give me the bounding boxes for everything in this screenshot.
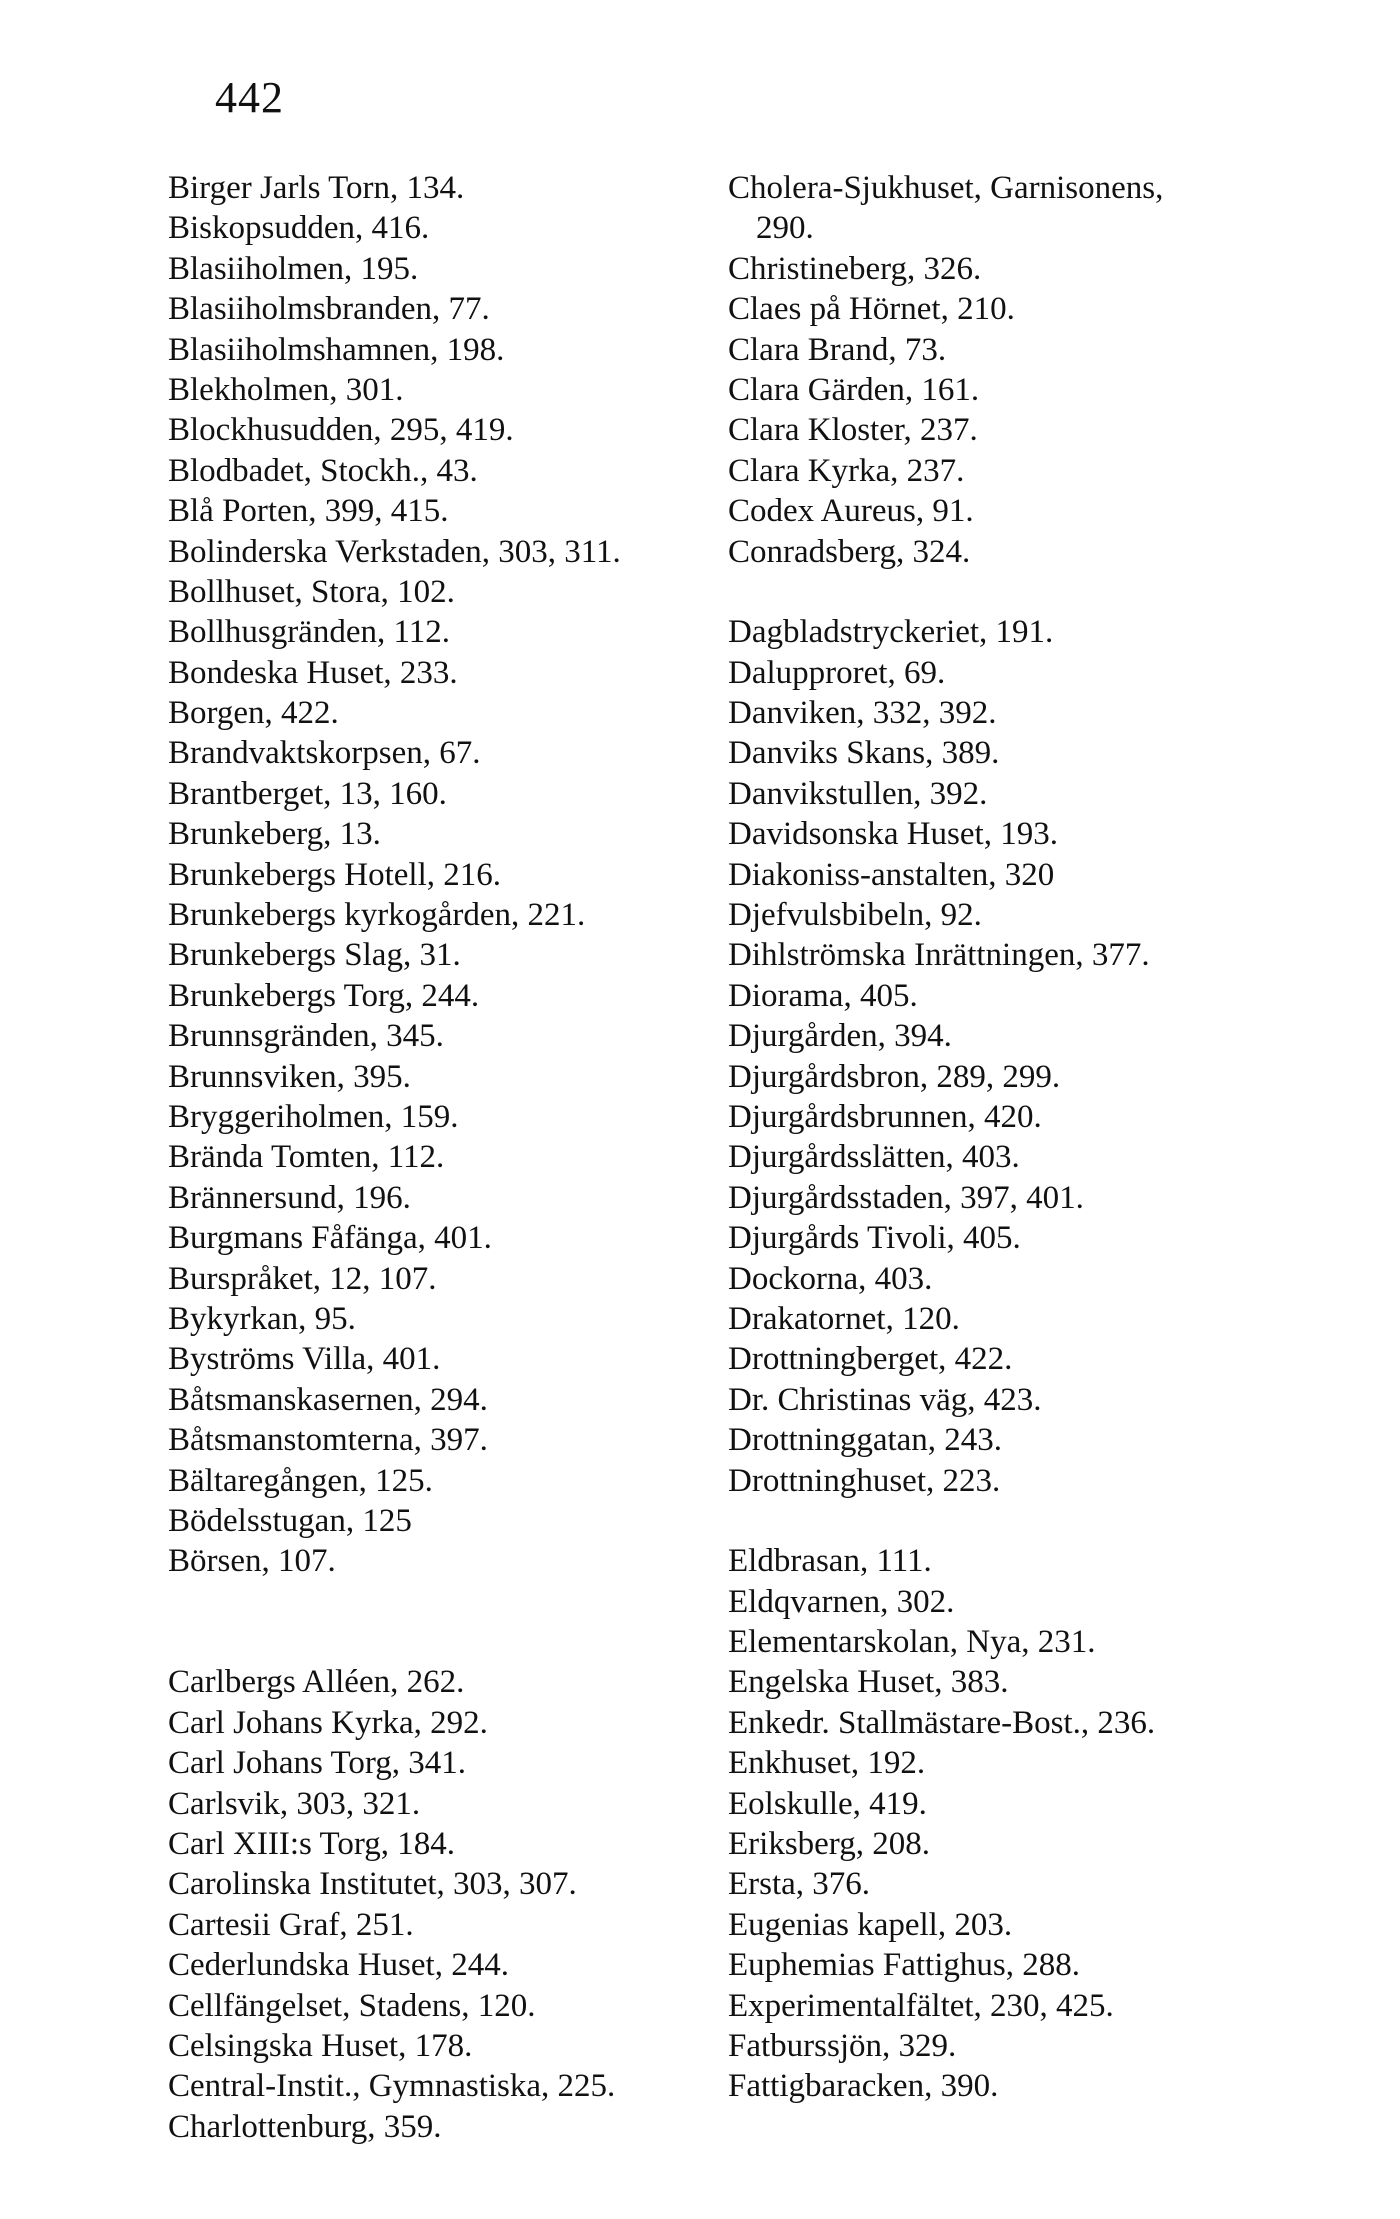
index-entry: Dalupproret, 69. [728,654,946,691]
index-entry: Bykyrkan, 95. [168,1300,356,1337]
index-entry: Brunkebergs kyrkogården, 221. [168,897,586,934]
index-entry: Diakoniss-anstalten, 320 [728,856,1055,893]
index-entry: Burspråket, 12, 107. [168,1260,437,1297]
section-gap [728,1501,1328,1541]
index-entry: Drottninghuset, 223. [728,1462,1001,1499]
index-entry: Carolinska Institutet, 303, 307. [168,1866,577,1903]
index-entry: Burgmans Fåfänga, 401. [168,1220,492,1257]
index-entry: Eldqvarnen, 302. [728,1583,955,1620]
index-entry: Eugenias kapell, 203. [728,1906,1013,1943]
index-entry: Ersta, 376. [728,1866,871,1903]
section-gap [168,1622,728,1662]
index-entry: Eldbrasan, 111. [728,1543,932,1580]
index-column-left [168,168,728,2147]
index-entry: Dr. Christinas väg, 423. [728,1381,1042,1418]
index-entry: Cartesii Graf, 251. [168,1906,414,1943]
index-entry: Clara Kloster, 237. [728,412,978,449]
index-entry: Blasiiholmen, 195. [168,250,419,287]
index-entry: Borgen, 422. [168,695,339,732]
index-entry: Brunnsgränden, 345. [168,1018,444,1055]
index-entry: Cederlundska Huset, 244. [168,1947,509,1984]
index-entry: Carlbergs Alléen, 262. [168,1664,465,1701]
index-entry: Brunkeberg, 13. [168,816,381,853]
index-entry: Fatburssjön, 329. [728,2027,957,2064]
section-gap [728,572,1328,612]
index-entry: Blockhusudden, 295, 419. [168,412,514,449]
index-entry: Charlottenburg, 359. [168,2108,442,2145]
index-entry: Blasiiholmsbranden, 77. [168,291,490,328]
index-entry: Clara Kyrka, 237. [728,452,965,489]
index-entry: Danviken, 332, 392. [728,695,997,732]
index-entry: Blå Porten, 399, 415. [168,493,449,530]
index-entry: Carl XIII:s Torg, 184. [168,1826,456,1863]
index-entry: Brunnsviken, 395. [168,1058,411,1095]
index-entry: Codex Aureus, 91. [728,493,974,530]
index-entry: Brunkebergs Hotell, 216. [168,856,502,893]
index-entry: Bödelsstugan, 125 [168,1502,412,1539]
index-entry: Djurgården, 394. [728,1018,952,1055]
index-column-right [728,168,1328,2107]
index-entry: Blodbadet, Stockh., 43. [168,452,478,489]
index-entry: Danviks Skans, 389. [728,735,1000,772]
index-entry: 290. [756,210,814,247]
index-entry: Bondeska Huset, 233. [168,654,458,691]
index-entry: Brända Tomten, 112. [168,1139,445,1176]
index-entry: Brandvaktskorpsen, 67. [168,735,481,772]
index-entry: Enkedr. Stallmästare-Bost., 236. [728,1704,1156,1741]
index-entry: Djurgårds Tivoli, 405. [728,1220,1021,1257]
index-entry: Celsingska Huset, 178. [168,2027,473,2064]
index-entry: Drottningberget, 422. [728,1341,1013,1378]
page-number: 442 [215,73,284,122]
index-entry: Central-Instit., Gymnastiska, 225. [168,2068,616,2105]
index-entry: Drakatornet, 120. [728,1300,960,1337]
index-entry: Engelska Huset, 383. [728,1664,1009,1701]
index-entry: Bollhuset, Stora, 102. [168,573,455,610]
index-entry: Cellfängelset, Stadens, 120. [168,1987,536,2024]
index-entry: Eriksberg, 208. [728,1826,930,1863]
index-entry: Fattigbaracken, 390. [728,2068,999,2105]
index-entry: Djurgårdsslätten, 403. [728,1139,1020,1176]
index-entry: Brantberget, 13, 160. [168,775,447,812]
index-entry: Båtsmanstomterna, 397. [168,1422,488,1459]
index-entry: Brunkebergs Slag, 31. [168,937,461,974]
index-entry: Djefvulsbibeln, 92. [728,897,982,934]
index-entry: Drottninggatan, 243. [728,1422,1003,1459]
index-entry: Carlsvik, 303, 321. [168,1785,421,1822]
index-entry: Dockorna, 403. [728,1260,933,1297]
index-entry: Börsen, 107. [168,1543,336,1580]
section-gap [168,1582,728,1622]
index-entry: Cholera-Sjukhuset, Garnisonens, [728,170,1164,206]
index-entry: Eolskulle, 419. [728,1785,927,1822]
index-entry: Danvikstullen, 392. [728,775,988,812]
index-entry: Clara Gärden, 161. [728,371,980,408]
index-entry: Djurgårdsbron, 289, 299. [728,1058,1061,1095]
index-entry: Elementarskolan, Nya, 231. [728,1624,1096,1661]
index-entry: Conradsberg, 324. [728,533,971,570]
index-entry: Dagbladstryckeriet, 191. [728,614,1054,651]
index-entry: Christineberg, 326. [728,250,982,287]
index-entry: Bryggeriholmen, 159. [168,1098,459,1135]
index-entry: Claes på Hörnet, 210. [728,291,1015,328]
index-entry: Djurgårdsstaden, 397, 401. [728,1179,1084,1216]
index-entry: Båtsmanskasernen, 294. [168,1381,488,1418]
index-entry: Carl Johans Kyrka, 292. [168,1704,488,1741]
index-entry: Diorama, 405. [728,977,918,1014]
index-entry: Djurgårdsbrunnen, 420. [728,1098,1042,1135]
index-entry: Experimentalfältet, 230, 425. [728,1987,1114,2024]
index-entry: Enkhuset, 192. [728,1745,926,1782]
index-entry: Brännersund, 196. [168,1179,411,1216]
index-entry: Byströms Villa, 401. [168,1341,441,1378]
index-entry: Bältaregången, 125. [168,1462,433,1499]
index-entry: Biskopsudden, 416. [168,210,430,247]
index-entry: Dihlströmska Inrättningen, 377. [728,937,1150,974]
index-entry: Euphemias Fattighus, 288. [728,1947,1080,1984]
index-entry: Bollhusgränden, 112. [168,614,450,651]
index-entry: Blekholmen, 301. [168,371,404,408]
index-entry: Blasiiholmshamnen, 198. [168,331,505,368]
index-entry: Brunkebergs Torg, 244. [168,977,480,1014]
index-entry: Clara Brand, 73. [728,331,947,368]
index-entry: Bolinderska Verkstaden, 303, 311. [168,533,621,570]
index-entry: Davidsonska Huset, 193. [728,816,1058,853]
index-entry: Birger Jarls Torn, 134. [168,170,465,206]
index-entry: Carl Johans Torg, 341. [168,1745,467,1782]
